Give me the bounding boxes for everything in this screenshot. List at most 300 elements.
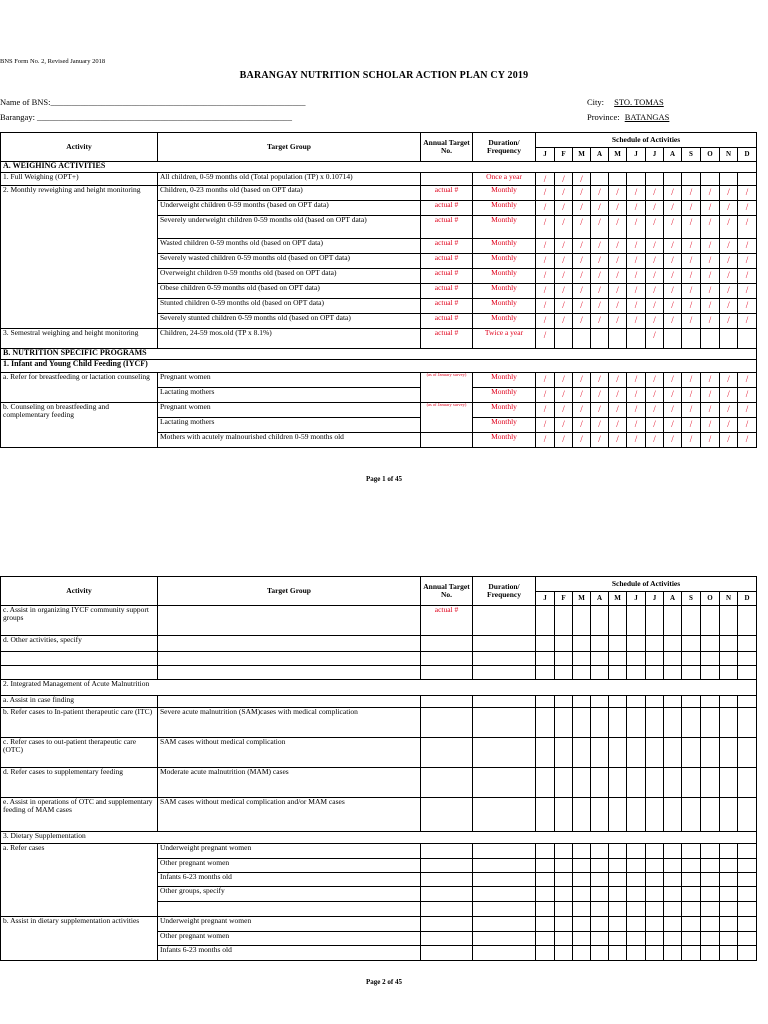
schedule-mark: / <box>591 254 609 269</box>
table-row <box>1 798 757 832</box>
schedule-mark: / <box>555 418 573 433</box>
target-group: Moderate acute malnutrition (MAM) cases <box>158 768 421 798</box>
schedule-mark: / <box>664 186 682 201</box>
frequency <box>473 636 536 652</box>
target-group: SAM cases without medical complication and/or MAM cases <box>158 798 421 832</box>
target-group <box>158 652 421 666</box>
target-group: Underweight pregnant women <box>158 844 421 859</box>
schedule-cell <box>573 917 591 932</box>
schedule-cell <box>682 708 701 738</box>
schedule-mark: / <box>591 388 609 403</box>
annual-target <box>421 696 473 708</box>
schedule-cell <box>720 696 738 708</box>
schedule-mark: / <box>682 284 701 299</box>
activity-refer-cases: a. Refer cases <box>1 844 158 917</box>
schedule-cell <box>536 696 555 708</box>
schedule-cell <box>627 946 646 961</box>
schedule-mark: / <box>536 173 555 186</box>
table-row <box>1 329 757 349</box>
schedule-mark <box>609 173 627 186</box>
schedule-mark <box>720 173 738 186</box>
schedule-cell <box>573 932 591 946</box>
schedule-cell <box>646 798 664 832</box>
annual-target <box>421 636 473 652</box>
schedule-cell <box>536 652 555 666</box>
month-header: M <box>609 148 627 162</box>
schedule-mark: / <box>573 284 591 299</box>
frequency: Monthly <box>473 201 536 216</box>
schedule-cell <box>591 917 609 932</box>
schedule-mark: / <box>573 216 591 239</box>
table-row <box>1 832 757 844</box>
schedule-cell <box>720 768 738 798</box>
schedule-mark: / <box>738 186 757 201</box>
annual-target <box>421 932 473 946</box>
schedule-cell <box>609 708 627 738</box>
annual-target <box>421 666 473 680</box>
schedule-cell <box>664 917 682 932</box>
schedule-mark: / <box>664 388 682 403</box>
section-weighing: A. WEIGHING ACTIVITIES <box>1 162 757 173</box>
schedule-mark: / <box>738 284 757 299</box>
schedule-mark: / <box>627 216 646 239</box>
schedule-cell <box>627 798 646 832</box>
table-row <box>1 708 757 738</box>
schedule-cell <box>646 738 664 768</box>
schedule-cell <box>536 902 555 917</box>
schedule-mark: / <box>591 201 609 216</box>
month-header: J <box>627 148 646 162</box>
schedule-cell <box>536 932 555 946</box>
schedule-cell <box>664 636 682 652</box>
schedule-cell <box>555 859 573 873</box>
schedule-mark: / <box>573 314 591 329</box>
schedule-cell <box>591 932 609 946</box>
schedule-cell <box>646 636 664 652</box>
schedule-mark: / <box>646 239 664 254</box>
city-field <box>587 97 664 107</box>
month-header: J <box>627 592 646 606</box>
schedule-cell <box>609 917 627 932</box>
schedule-cell <box>701 652 720 666</box>
schedule-cell <box>591 738 609 768</box>
month-header: A <box>591 592 609 606</box>
annual-target <box>421 844 473 859</box>
schedule-cell <box>609 932 627 946</box>
schedule-cell <box>664 696 682 708</box>
frequency: Monthly <box>473 284 536 299</box>
schedule-mark: / <box>627 403 646 418</box>
schedule-mark: / <box>536 239 555 254</box>
schedule-mark: / <box>664 433 682 448</box>
schedule-mark: / <box>646 418 664 433</box>
activity-counseling-breastfeeding: b. Counseling on breastfeeding and complementary feeding <box>1 403 158 448</box>
schedule-cell <box>738 932 757 946</box>
target-group: Underweight pregnant women <box>158 917 421 932</box>
schedule-cell <box>701 798 720 832</box>
frequency <box>473 946 536 961</box>
schedule-mark: / <box>738 239 757 254</box>
schedule-cell <box>609 859 627 873</box>
schedule-cell <box>682 798 701 832</box>
annual-target: actual # <box>421 269 473 284</box>
schedule-cell <box>555 887 573 902</box>
schedule-cell <box>664 932 682 946</box>
activity-header: Activity <box>1 577 158 606</box>
schedule-mark: / <box>609 388 627 403</box>
schedule-cell <box>720 946 738 961</box>
schedule-mark: / <box>555 299 573 314</box>
frequency: Twice a year <box>473 329 536 349</box>
schedule-mark: / <box>555 186 573 201</box>
schedule-cell <box>682 859 701 873</box>
schedule-mark: / <box>536 201 555 216</box>
schedule-cell <box>627 902 646 917</box>
schedule-cell <box>555 798 573 832</box>
schedule-mark <box>682 173 701 186</box>
schedule-cell <box>682 696 701 708</box>
schedule-cell <box>664 768 682 798</box>
month-header: D <box>738 148 757 162</box>
schedule-cell <box>664 666 682 680</box>
schedule-mark: / <box>738 403 757 418</box>
annual-target <box>421 738 473 768</box>
schedule-mark <box>664 329 682 349</box>
activity-refer-breastfeeding: a. Refer for breastfeeding or lactation counseling <box>1 373 158 403</box>
schedule-cell <box>591 873 609 887</box>
target-group: Pregnant women <box>158 403 421 418</box>
target-group <box>158 902 421 917</box>
schedule-cell <box>555 902 573 917</box>
annual-target <box>421 917 473 932</box>
table-row <box>1 606 757 636</box>
subsection-imam: 2. Integrated Management of Acute Malnutrition <box>1 680 757 696</box>
schedule-cell <box>682 636 701 652</box>
annual-target: actual # <box>421 314 473 329</box>
schedule-cell <box>646 946 664 961</box>
schedule-cell <box>664 708 682 738</box>
schedule-cell <box>738 873 757 887</box>
frequency <box>473 708 536 738</box>
frequency: Monthly <box>473 403 536 418</box>
schedule-cell <box>573 844 591 859</box>
schedule-mark: / <box>591 373 609 388</box>
schedule-cell <box>573 887 591 902</box>
schedule-mark: / <box>701 299 720 314</box>
schedule-mark <box>627 329 646 349</box>
schedule-mark: / <box>682 403 701 418</box>
schedule-mark: / <box>664 284 682 299</box>
schedule-cell <box>627 887 646 902</box>
schedule-cell <box>738 844 757 859</box>
schedule-mark: / <box>682 269 701 284</box>
page-number-1: Page 1 of 45 <box>366 475 402 483</box>
target-group: Lactating mothers <box>158 388 421 403</box>
schedule-cell <box>664 902 682 917</box>
schedule-cell <box>591 887 609 902</box>
schedule-mark: / <box>738 201 757 216</box>
schedule-mark: / <box>627 299 646 314</box>
annual-target: actual # <box>421 201 473 216</box>
schedule-mark: / <box>627 373 646 388</box>
frequency <box>473 738 536 768</box>
schedule-mark: / <box>609 284 627 299</box>
schedule-mark: / <box>591 433 609 448</box>
frequency <box>473 902 536 917</box>
schedule-cell <box>555 708 573 738</box>
schedule-cell <box>664 873 682 887</box>
target-group <box>158 696 421 708</box>
schedule-cell <box>591 946 609 961</box>
schedule-cell <box>682 917 701 932</box>
schedule-mark: / <box>591 239 609 254</box>
schedule-mark: / <box>682 388 701 403</box>
schedule-cell <box>738 902 757 917</box>
schedule-mark: / <box>627 239 646 254</box>
schedule-cell <box>701 738 720 768</box>
schedule-mark: / <box>536 284 555 299</box>
schedule-cell <box>609 636 627 652</box>
schedule-cell <box>555 932 573 946</box>
schedule-cell <box>682 666 701 680</box>
schedule-mark: / <box>738 299 757 314</box>
schedule-cell <box>720 636 738 652</box>
schedule-mark: / <box>555 314 573 329</box>
schedule-mark: / <box>738 433 757 448</box>
schedule-mark: / <box>664 269 682 284</box>
schedule-mark: / <box>664 403 682 418</box>
annual-target <box>421 708 473 738</box>
annual-target: actual # <box>421 216 473 239</box>
schedule-mark: / <box>573 173 591 186</box>
schedule-cell <box>682 946 701 961</box>
target-group: Severely stunted children 0-59 months old (based on OPT data) <box>158 314 421 329</box>
schedule-cell <box>591 606 609 636</box>
schedule-cell <box>609 652 627 666</box>
schedule-cell <box>573 768 591 798</box>
schedule-mark: / <box>627 314 646 329</box>
schedule-mark <box>646 173 664 186</box>
month-header: N <box>720 148 738 162</box>
schedule-cell <box>701 844 720 859</box>
month-header: S <box>682 148 701 162</box>
activity-full-weighing: 1. Full Weighing (OPT+) <box>1 173 158 186</box>
schedule-mark: / <box>701 403 720 418</box>
schedule-mark: / <box>682 314 701 329</box>
schedule-mark: / <box>682 433 701 448</box>
month-header: A <box>591 148 609 162</box>
schedule-mark: / <box>573 373 591 388</box>
schedule-mark: / <box>591 216 609 239</box>
target-group: Other groups, specify <box>158 887 421 902</box>
schedule-cell <box>738 636 757 652</box>
activity-iycf-support-groups: c. Assist in organizing IYCF community support groups <box>1 606 158 636</box>
schedule-cell <box>536 859 555 873</box>
target-group <box>158 606 421 636</box>
schedule-cell <box>738 696 757 708</box>
schedule-mark: / <box>720 186 738 201</box>
table-row <box>1 636 757 652</box>
schedule-cell <box>536 666 555 680</box>
table-row <box>1 680 757 696</box>
activity-blank <box>1 666 158 680</box>
schedule-cell <box>738 917 757 932</box>
schedule-mark: / <box>536 314 555 329</box>
schedule-header: Schedule of Activities <box>536 577 757 592</box>
schedule-cell <box>720 917 738 932</box>
schedule-cell <box>591 652 609 666</box>
schedule-mark: / <box>701 433 720 448</box>
schedule-mark: / <box>536 299 555 314</box>
schedule-cell <box>609 844 627 859</box>
schedule-mark: / <box>573 433 591 448</box>
schedule-cell <box>573 873 591 887</box>
schedule-mark: / <box>720 388 738 403</box>
duration-header: Duration/ Frequency <box>473 577 536 606</box>
schedule-cell <box>646 606 664 636</box>
schedule-mark: / <box>573 403 591 418</box>
schedule-cell <box>536 917 555 932</box>
schedule-cell <box>646 652 664 666</box>
schedule-cell <box>609 738 627 768</box>
schedule-mark: / <box>609 299 627 314</box>
month-header: J <box>646 148 664 162</box>
target-group: Underweight children 0-59 months (based on OPT data) <box>158 201 421 216</box>
schedule-mark: / <box>646 403 664 418</box>
schedule-mark: / <box>627 388 646 403</box>
schedule-mark: / <box>701 239 720 254</box>
schedule-mark: / <box>555 216 573 239</box>
schedule-cell <box>627 844 646 859</box>
schedule-mark <box>720 329 738 349</box>
schedule-mark: / <box>682 201 701 216</box>
schedule-mark: / <box>609 201 627 216</box>
schedule-cell <box>701 768 720 798</box>
schedule-cell <box>536 873 555 887</box>
target-group: Children, 0-23 months old (based on OPT data) <box>158 186 421 201</box>
schedule-mark <box>701 329 720 349</box>
schedule-mark: / <box>536 329 555 349</box>
schedule-cell <box>555 636 573 652</box>
schedule-mark: / <box>720 239 738 254</box>
annual-target: actual # <box>421 284 473 299</box>
schedule-mark <box>555 329 573 349</box>
schedule-mark: / <box>682 239 701 254</box>
schedule-cell <box>627 606 646 636</box>
schedule-cell <box>573 708 591 738</box>
schedule-cell <box>573 738 591 768</box>
schedule-cell <box>627 696 646 708</box>
schedule-cell <box>701 946 720 961</box>
schedule-mark: / <box>646 373 664 388</box>
schedule-cell <box>555 946 573 961</box>
schedule-cell <box>664 887 682 902</box>
target-group: Mothers with acutely malnourished children 0-59 months old <box>158 433 421 448</box>
schedule-mark: / <box>682 186 701 201</box>
schedule-mark: / <box>627 269 646 284</box>
target-group-header: Target Group <box>158 577 421 606</box>
schedule-cell <box>591 636 609 652</box>
schedule-mark: / <box>720 254 738 269</box>
schedule-mark: / <box>701 418 720 433</box>
schedule-cell <box>536 798 555 832</box>
schedule-cell <box>609 798 627 832</box>
frequency: Monthly <box>473 254 536 269</box>
schedule-mark: / <box>627 186 646 201</box>
annual-target: actual # <box>421 186 473 201</box>
month-header: J <box>536 148 555 162</box>
schedule-cell <box>627 652 646 666</box>
target-group: Infants 6-23 months old <box>158 873 421 887</box>
schedule-cell <box>646 859 664 873</box>
schedule-cell <box>646 696 664 708</box>
schedule-cell <box>682 844 701 859</box>
table-row <box>1 696 757 708</box>
schedule-cell <box>555 768 573 798</box>
schedule-mark: / <box>536 216 555 239</box>
activity-semestral-weighing: 3. Semestral weighing and height monitoring <box>1 329 158 349</box>
annual-target <box>421 433 473 448</box>
activity-blank <box>1 652 158 666</box>
schedule-mark: / <box>627 433 646 448</box>
schedule-cell <box>536 606 555 636</box>
schedule-cell <box>701 873 720 887</box>
iycf-rows <box>1 373 757 448</box>
table-row <box>1 666 757 680</box>
schedule-cell <box>609 606 627 636</box>
frequency <box>473 917 536 932</box>
schedule-cell <box>555 652 573 666</box>
schedule-mark: / <box>609 216 627 239</box>
schedule-mark <box>738 173 757 186</box>
schedule-cell <box>720 652 738 666</box>
month-header: M <box>609 592 627 606</box>
month-header: A <box>664 592 682 606</box>
target-group: Overweight children 0-59 months old (based on OPT data) <box>158 269 421 284</box>
schedule-cell <box>573 652 591 666</box>
schedule-mark: / <box>701 373 720 388</box>
schedule-cell <box>555 666 573 680</box>
schedule-cell <box>609 887 627 902</box>
schedule-cell <box>738 798 757 832</box>
schedule-mark: / <box>646 284 664 299</box>
frequency <box>473 666 536 680</box>
frequency: Monthly <box>473 418 536 433</box>
target-group: Stunted children 0-59 months old (based on OPT data) <box>158 299 421 314</box>
annual-target <box>421 798 473 832</box>
frequency: Monthly <box>473 314 536 329</box>
frequency <box>473 768 536 798</box>
schedule-mark: / <box>591 299 609 314</box>
schedule-cell <box>682 652 701 666</box>
month-header: O <box>701 148 720 162</box>
target-group <box>158 636 421 652</box>
schedule-cell <box>701 696 720 708</box>
schedule-cell <box>609 666 627 680</box>
table-row <box>1 186 757 201</box>
schedule-cell <box>664 798 682 832</box>
schedule-cell <box>720 873 738 887</box>
schedule-mark: / <box>591 314 609 329</box>
schedule-cell <box>536 636 555 652</box>
schedule-mark <box>627 173 646 186</box>
schedule-mark: / <box>573 418 591 433</box>
schedule-mark: / <box>573 239 591 254</box>
schedule-cell <box>720 666 738 680</box>
schedule-mark: / <box>682 373 701 388</box>
schedule-mark: / <box>720 269 738 284</box>
schedule-mark: / <box>738 388 757 403</box>
